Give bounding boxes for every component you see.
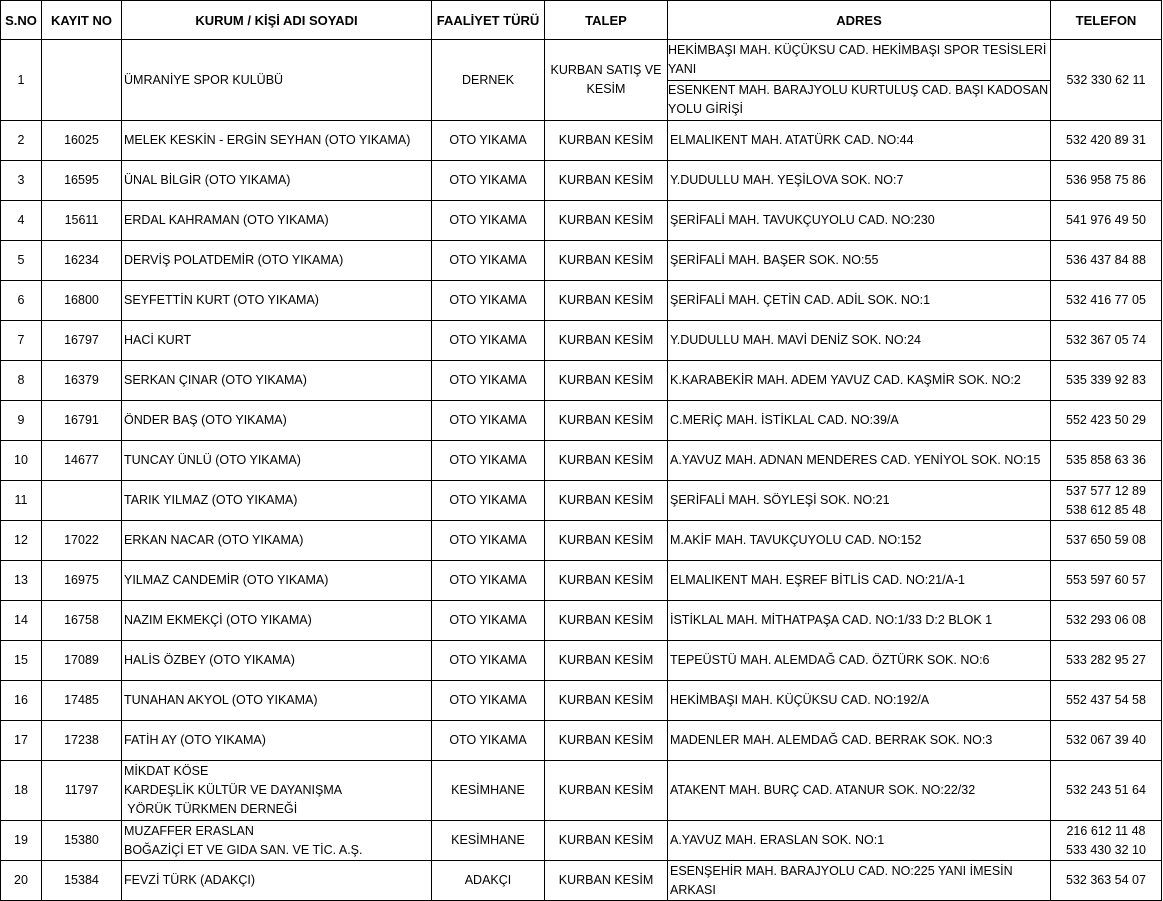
address-line-1: HEKİMBAŞI MAH. KÜÇÜKSU CAD. HEKİMBAŞI SPOR TESİSLERİ YANI	[668, 42, 1047, 76]
table-row	[1, 161, 1162, 201]
cell-request: KURBAN KESİM	[545, 241, 668, 281]
name-line: SERKAN ÇINAR (OTO YIKAMA)	[124, 373, 307, 387]
name-line: MİKDAT KÖSE	[124, 764, 209, 778]
cell-sno: 1	[1, 40, 42, 121]
phone-number: 532 243 51 64	[1066, 783, 1146, 797]
cell-name	[122, 361, 432, 401]
cell-activity: OTO YIKAMA	[432, 641, 545, 681]
cell-name	[122, 281, 432, 321]
name-line: TARIK YILMAZ (OTO YIKAMA)	[124, 493, 298, 507]
cell-sno: 15	[1, 641, 42, 681]
cell-request: KURBAN KESİM	[545, 641, 668, 681]
cell-request: KURBAN KESİM	[545, 561, 668, 601]
cell-kayit-no: 16797	[42, 321, 122, 361]
table-row	[1, 761, 1162, 821]
cell-activity: OTO YIKAMA	[432, 401, 545, 441]
cell-sno: 14	[1, 601, 42, 641]
cell-phone	[1051, 321, 1162, 361]
table-row	[1, 121, 1162, 161]
cell-kayit-no: 17089	[42, 641, 122, 681]
cell-request: KURBAN KESİM	[545, 821, 668, 861]
cell-request: KURBAN KESİM	[545, 441, 668, 481]
cell-name	[122, 241, 432, 281]
name-line: ÖNDER BAŞ (OTO YIKAMA)	[124, 413, 287, 427]
cell-sno: 19	[1, 821, 42, 861]
cell-address: ŞERİFALİ MAH. ÇETİN CAD. ADİL SOK. NO:1	[668, 281, 1051, 321]
cell-phone	[1051, 681, 1162, 721]
cell-activity: OTO YIKAMA	[432, 561, 545, 601]
cell-name	[122, 481, 432, 521]
cell-address: ESENŞEHİR MAH. BARAJYOLU CAD. NO:225 YANI İMESİN ARKASI	[668, 861, 1051, 901]
phone-number: 532 420 89 31	[1066, 133, 1146, 147]
cell-phone	[1051, 721, 1162, 761]
name-line: BOĞAZİÇİ ET VE GIDA SAN. VE TİC. A.Ş.	[124, 842, 363, 857]
cell-activity: OTO YIKAMA	[432, 601, 545, 641]
address-line-2: ESENKENT MAH. BARAJYOLU KURTULUŞ CAD. BAŞI KADOSAN YOLU GİRİŞİ	[668, 80, 1051, 121]
cell-request: KURBAN KESİM	[545, 761, 668, 821]
cell-request: KURBAN KESİM	[545, 401, 668, 441]
cell-name	[122, 161, 432, 201]
header-phone: TELEFON	[1051, 1, 1162, 40]
cell-request: KURBAN KESİM	[545, 861, 668, 901]
cell-phone	[1051, 281, 1162, 321]
cell-request: KURBAN KESİM	[545, 481, 668, 521]
name-line: HALİS ÖZBEY (OTO YIKAMA)	[124, 653, 295, 667]
cell-kayit-no: 15380	[42, 821, 122, 861]
cell-request: KURBAN KESİM	[545, 121, 668, 161]
cell-address: Y.DUDULLU MAH. MAVİ DENİZ SOK. NO:24	[668, 321, 1051, 361]
cell-sno: 12	[1, 521, 42, 561]
cell-name: ÜMRANİYE SPOR KULÜBÜ	[122, 40, 432, 121]
cell-name	[122, 821, 432, 861]
cell-name	[122, 401, 432, 441]
cell-kayit-no: 16379	[42, 361, 122, 401]
cell-activity: OTO YIKAMA	[432, 321, 545, 361]
cell-phone	[1051, 201, 1162, 241]
cell-address: ELMALIKENT MAH. EŞREF BİTLİS CAD. NO:21/A-1	[668, 561, 1051, 601]
cell-sno: 20	[1, 861, 42, 901]
table-row	[1, 40, 1162, 121]
name-line: KARDEŞLİK KÜLTÜR VE DAYANIŞMA	[124, 783, 343, 797]
cell-name	[122, 601, 432, 641]
cell-phone	[1051, 821, 1162, 861]
cell-phone	[1051, 641, 1162, 681]
cell-phone	[1051, 161, 1162, 201]
cell-phone	[1051, 601, 1162, 641]
cell-request: KURBAN KESİM	[545, 201, 668, 241]
table-row	[1, 821, 1162, 861]
name-line: FEVZİ TÜRK (ADAKÇI)	[124, 873, 256, 887]
name-line: TUNAHAN AKYOL (OTO YIKAMA)	[124, 693, 318, 707]
phone-number: 537 577 12 89	[1066, 483, 1146, 498]
cell-kayit-no: 16025	[42, 121, 122, 161]
name-line: DERVİŞ POLATDEMİR (OTO YIKAMA)	[124, 253, 344, 267]
cell-sno: 11	[1, 481, 42, 521]
cell-kayit-no: 16975	[42, 561, 122, 601]
cell-phone	[1051, 121, 1162, 161]
cell-activity: OTO YIKAMA	[432, 361, 545, 401]
cell-activity: ADAKÇI	[432, 861, 545, 901]
cell-sno: 3	[1, 161, 42, 201]
table-row	[1, 201, 1162, 241]
cell-kayit-no: 16758	[42, 601, 122, 641]
cell-request: KURBAN KESİM	[545, 281, 668, 321]
cell-kayit-no: 16595	[42, 161, 122, 201]
cell-activity: DERNEK	[432, 40, 545, 121]
phone-number: 535 858 63 36	[1066, 453, 1146, 467]
cell-sno: 7	[1, 321, 42, 361]
cell-address: M.AKİF MAH. TAVUKÇUYOLU CAD. NO:152	[668, 521, 1051, 561]
cell-address: ELMALIKENT MAH. ATATÜRK CAD. NO:44	[668, 121, 1051, 161]
phone-number: 532 367 05 74	[1066, 333, 1146, 347]
cell-kayit-no: 14677	[42, 441, 122, 481]
name-line: HACİ KURT	[124, 333, 192, 347]
phone-number: 553 597 60 57	[1066, 573, 1146, 587]
header-activity: FAALİYET TÜRÜ	[432, 1, 545, 40]
cell-phone	[1051, 241, 1162, 281]
cell-activity: OTO YIKAMA	[432, 281, 545, 321]
cell-sno: 16	[1, 681, 42, 721]
cell-kayit-no: 16791	[42, 401, 122, 441]
phone-number: 536 437 84 88	[1066, 253, 1146, 267]
cell-activity: OTO YIKAMA	[432, 481, 545, 521]
cell-kayit-no: 16800	[42, 281, 122, 321]
cell-sno: 18	[1, 761, 42, 821]
cell-kayit-no	[42, 40, 122, 121]
cell-request: KURBAN KESİM	[545, 601, 668, 641]
cell-name	[122, 641, 432, 681]
header-row	[1, 1, 1162, 40]
cell-sno: 6	[1, 281, 42, 321]
table-row	[1, 641, 1162, 681]
phone-number: 216 612 11 48	[1066, 823, 1146, 838]
cell-kayit-no: 17485	[42, 681, 122, 721]
cell-address: MADENLER MAH. ALEMDAĞ CAD. BERRAK SOK. NO:3	[668, 721, 1051, 761]
phone-number: 532 416 77 05	[1066, 293, 1146, 307]
header-name: KURUM / KİŞİ ADI SOYADI	[122, 1, 432, 40]
table-row	[1, 521, 1162, 561]
cell-activity: KESİMHANE	[432, 761, 545, 821]
cell-request: KURBAN SATIŞ VE KESİM	[545, 40, 668, 121]
table-row	[1, 481, 1162, 521]
cell-phone	[1051, 361, 1162, 401]
table-row	[1, 441, 1162, 481]
header-address: ADRES	[668, 1, 1051, 40]
table-row	[1, 241, 1162, 281]
cell-activity: OTO YIKAMA	[432, 521, 545, 561]
cell-activity: OTO YIKAMA	[432, 441, 545, 481]
cell-kayit-no: 17238	[42, 721, 122, 761]
cell-activity: OTO YIKAMA	[432, 121, 545, 161]
name-line: ÜNAL BİLGİR (OTO YIKAMA)	[124, 173, 291, 187]
cell-address: İSTİKLAL MAH. MİTHATPAŞA CAD. NO:1/33 D:2 BLOK 1	[668, 601, 1051, 641]
cell-address: ŞERİFALİ MAH. BAŞER SOK. NO:55	[668, 241, 1051, 281]
header-sno: S.NO	[1, 1, 42, 40]
cell-name	[122, 721, 432, 761]
cell-address: A.YAVUZ MAH. ERASLAN SOK. NO:1	[668, 821, 1051, 861]
cell-address	[668, 40, 1051, 121]
table-row	[1, 721, 1162, 761]
cell-kayit-no: 15384	[42, 861, 122, 901]
phone-number: 537 650 59 08	[1066, 533, 1146, 547]
header-request: TALEP	[545, 1, 668, 40]
cell-address: ŞERİFALİ MAH. TAVUKÇUYOLU CAD. NO:230	[668, 201, 1051, 241]
cell-phone	[1051, 861, 1162, 901]
cell-kayit-no: 16234	[42, 241, 122, 281]
cell-sno: 13	[1, 561, 42, 601]
cell-address: K.KARABEKİR MAH. ADEM YAVUZ CAD. KAŞMİR SOK. NO:2	[668, 361, 1051, 401]
name-line: TUNCAY ÜNLÜ (OTO YIKAMA)	[124, 453, 301, 467]
table-row	[1, 601, 1162, 641]
cell-sno: 9	[1, 401, 42, 441]
cell-sno: 17	[1, 721, 42, 761]
name-line: MUZAFFER ERASLAN	[124, 823, 254, 838]
table-row	[1, 561, 1162, 601]
phone-number: 532 293 06 08	[1066, 613, 1146, 627]
cell-name	[122, 521, 432, 561]
cell-request: KURBAN KESİM	[545, 321, 668, 361]
phone-number: 552 437 54 58	[1066, 693, 1146, 707]
name-line: MELEK KESKİN - ERGİN SEYHAN (OTO YIKAMA)	[124, 133, 411, 147]
cell-address: ATAKENT MAH. BURÇ CAD. ATANUR SOK. NO:22/32	[668, 761, 1051, 821]
cell-sno: 8	[1, 361, 42, 401]
cell-address: HEKİMBAŞI MAH. KÜÇÜKSU CAD. NO:192/A	[668, 681, 1051, 721]
cell-activity: OTO YIKAMA	[432, 241, 545, 281]
cell-name	[122, 201, 432, 241]
cell-activity: OTO YIKAMA	[432, 201, 545, 241]
table-row	[1, 361, 1162, 401]
phone-number: 533 430 32 10	[1066, 842, 1146, 857]
cell-sno: 4	[1, 201, 42, 241]
cell-request: KURBAN KESİM	[545, 161, 668, 201]
cell-request: KURBAN KESİM	[545, 361, 668, 401]
cell-activity: KESİMHANE	[432, 821, 545, 861]
phone-number: 538 612 85 48	[1066, 502, 1146, 517]
cell-activity: OTO YIKAMA	[432, 161, 545, 201]
cell-sno: 2	[1, 121, 42, 161]
cell-address: Y.DUDULLU MAH. YEŞİLOVA SOK. NO:7	[668, 161, 1051, 201]
phone-number: 535 339 92 83	[1066, 373, 1146, 387]
cell-name	[122, 321, 432, 361]
table-row	[1, 401, 1162, 441]
name-line: SEYFETTİN KURT (OTO YIKAMA)	[124, 293, 319, 307]
cell-name	[122, 561, 432, 601]
table-row	[1, 321, 1162, 361]
cell-phone	[1051, 401, 1162, 441]
phone-number: 533 282 95 27	[1066, 653, 1146, 667]
cell-request: KURBAN KESİM	[545, 721, 668, 761]
cell-address: TEPEÜSTÜ MAH. ALEMDAĞ CAD. ÖZTÜRK SOK. NO:6	[668, 641, 1051, 681]
cell-phone	[1051, 561, 1162, 601]
cell-activity: OTO YIKAMA	[432, 681, 545, 721]
name-line: ERKAN NACAR (OTO YIKAMA)	[124, 533, 304, 547]
table-row	[1, 681, 1162, 721]
cell-sno: 10	[1, 441, 42, 481]
table-row	[1, 861, 1162, 901]
cell-phone	[1051, 441, 1162, 481]
cell-address: ŞERİFALİ MAH. SÖYLEŞİ SOK. NO:21	[668, 481, 1051, 521]
cell-name	[122, 441, 432, 481]
cell-name	[122, 121, 432, 161]
cell-activity: OTO YIKAMA	[432, 721, 545, 761]
phone-number: 532 363 54 07	[1066, 873, 1146, 887]
cell-phone	[1051, 481, 1162, 521]
name-line: ERDAL KAHRAMAN (OTO YIKAMA)	[124, 213, 329, 227]
cell-phone	[1051, 521, 1162, 561]
name-line: FATİH AY (OTO YIKAMA)	[124, 733, 266, 747]
phone-number: 536 958 75 86	[1066, 173, 1146, 187]
cell-name	[122, 761, 432, 821]
cell-address: A.YAVUZ MAH. ADNAN MENDERES CAD. YENİYOL SOK. NO:15	[668, 441, 1051, 481]
phone-number: 532 067 39 40	[1066, 733, 1146, 747]
cell-phone: 532 330 62 11	[1051, 40, 1162, 121]
cell-kayit-no	[42, 481, 122, 521]
name-line: YÖRÜK TÜRKMEN DERNEĞİ	[124, 802, 298, 816]
cell-request: KURBAN KESİM	[545, 521, 668, 561]
cell-name	[122, 861, 432, 901]
cell-sno: 5	[1, 241, 42, 281]
cell-name	[122, 681, 432, 721]
header-kayit-no: KAYIT NO	[42, 1, 122, 40]
phone-number: 541 976 49 50	[1066, 213, 1146, 227]
name-line: YILMAZ CANDEMİR (OTO YIKAMA)	[124, 573, 329, 587]
cell-kayit-no: 17022	[42, 521, 122, 561]
cell-phone	[1051, 761, 1162, 821]
cell-kayit-no: 11797	[42, 761, 122, 821]
name-line: NAZIM EKMEKÇİ (OTO YIKAMA)	[124, 613, 312, 627]
cell-kayit-no: 15611	[42, 201, 122, 241]
cell-request: KURBAN KESİM	[545, 681, 668, 721]
phone-number: 552 423 50 29	[1066, 413, 1146, 427]
cell-address: C.MERİÇ MAH. İSTİKLAL CAD. NO:39/A	[668, 401, 1051, 441]
table-row	[1, 281, 1162, 321]
